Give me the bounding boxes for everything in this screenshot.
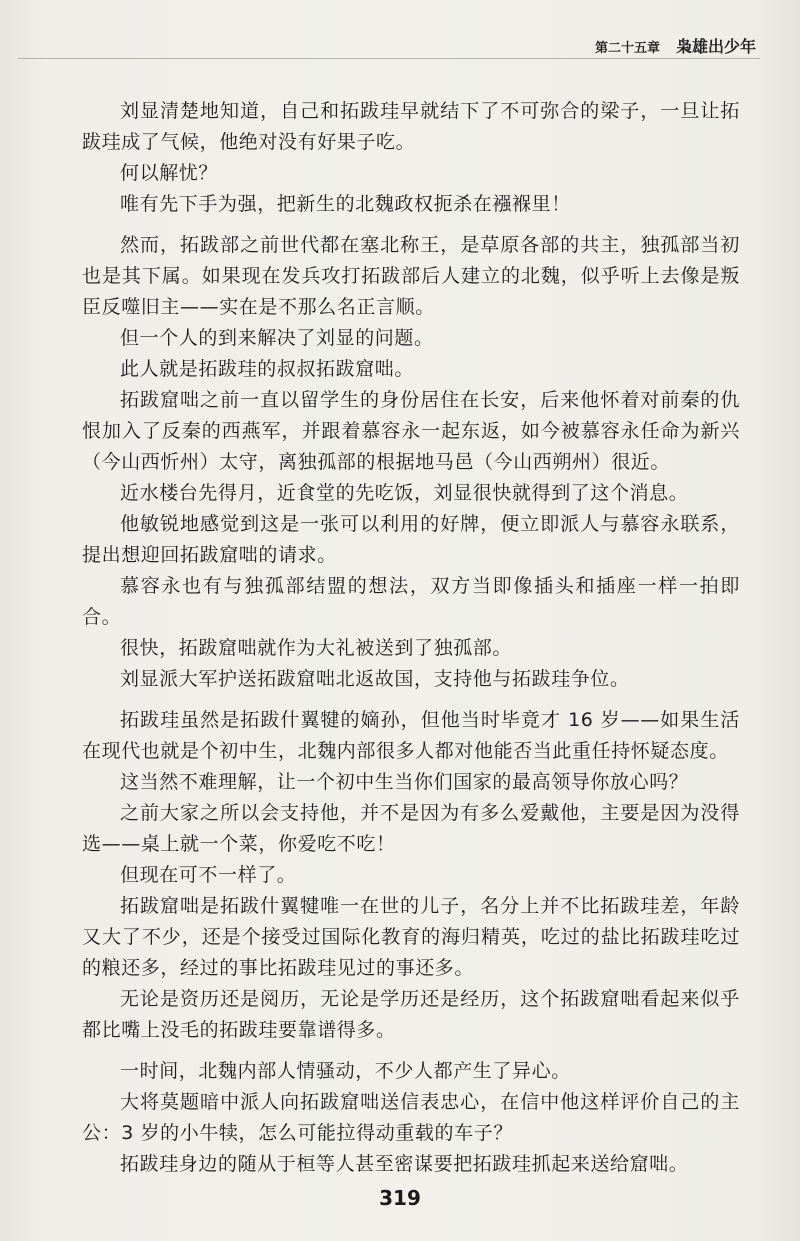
header-divider: [18, 58, 760, 59]
running-head: [595, 34, 756, 57]
paragraph: 拓跋窟咄是拓跋什翼犍唯一在世的儿子，名分上并不比拓跋珪差，年龄又大了不少，还是个接受过国际化教育的海归精英，吃过的盐比拓跋珪吃过的粮还多，经过的事比拓跋珪见过的事还多。: [82, 895, 740, 979]
section-gap: [82, 695, 740, 705]
paragraph: 刘显派大军护送拓跋窟咄北返故国，支持他与拓跋珪争位。: [120, 668, 630, 690]
page-number: 319: [379, 1186, 421, 1210]
paragraph: 但现在可不一样了。: [120, 864, 297, 886]
paragraph: 一时间，北魏内部人情骚动，不少人都产生了异心。: [120, 1060, 571, 1082]
paragraph: 这当然不难理解，让一个初中生当你们国家的最高领导你放心吗？: [120, 771, 689, 793]
paragraph: 慕容永也有与独孤部结盟的想法，双方当即像插头和插座一样一拍即合。: [82, 575, 740, 628]
book-title: 枭雄出少年: [675, 37, 756, 56]
paragraph: 但一个人的到来解决了刘显的问题。: [120, 327, 434, 349]
paragraph: 拓跋珪身边的随从于桓等人甚至密谋要把拓跋珪抓起来送给窟咄。: [120, 1153, 689, 1175]
paragraph: 拓跋窟咄之前一直以留学生的身份居住在长安，后来他怀着对前秦的仇恨加入了反秦的西燕军，并跟着慕容永一起东返，如今被慕容永任命为新兴（今山西忻州）太守，离独孤部的根据地马邑（今山西朔州）很近。: [82, 389, 740, 473]
paragraph: 无论是资历还是阅历，无论是学历还是经历，这个拓跋窟咄看起来似乎都比嘴上没毛的拓跋珪要靠谱得多。: [82, 988, 740, 1041]
chapter-label: 第二十五章: [594, 41, 660, 56]
paragraph: 唯有先下手为强，把新生的北魏政权扼杀在襁褓里！: [120, 193, 571, 215]
paragraph: 此人就是拓跋珪的叔叔拓跋窟咄。: [120, 358, 415, 380]
paragraph: 他敏锐地感觉到这是一张可以利用的好牌，便立即派人与慕容永联系，提出想迎回拓跋窟咄的请求。: [82, 513, 740, 566]
paragraph: 之前大家之所以会支持他，并不是因为有多么爱戴他，主要是因为没得选——桌上就一个菜，你爱吃不吃！: [82, 802, 740, 855]
paragraph: 大将莫题暗中派人向拓跋窟咄送信表忠心，在信中他这样评价自己的主公：3 岁的小牛犊，怎么可能拉得动重载的车子？: [82, 1091, 740, 1144]
paragraph: 近水楼台先得月，近食堂的先吃饭，刘显很快就得到了这个消息。: [120, 482, 689, 504]
paragraph: 刘显清楚地知道，自己和拓跋珪早就结下了不可弥合的梁子，一旦让拓跋珪成了气候，他绝对没有好果子吃。: [82, 100, 740, 153]
body-text: [82, 96, 740, 1180]
paragraph: 然而，拓跋部之前世代都在塞北称王，是草原各部的共主，独孤部当初也是其下属。如果现在发兵攻打拓跋部后人建立的北魏，似乎听上去像是叛臣反噬旧主——实在是不那么名正言顺。: [82, 234, 740, 318]
section-gap: [82, 220, 740, 230]
section-gap: [82, 1046, 740, 1056]
paragraph: 拓跋珪虽然是拓跋什翼犍的嫡孙，但他当时毕竟才 16 岁——如果生活在现代也就是个初中生，北魏内部很多人都对他能否当此重任持怀疑态度。: [82, 709, 740, 762]
paragraph: 何以解忧？: [120, 162, 219, 184]
paragraph: 很快，拓跋窟咄就作为大礼被送到了独孤部。: [120, 637, 513, 659]
